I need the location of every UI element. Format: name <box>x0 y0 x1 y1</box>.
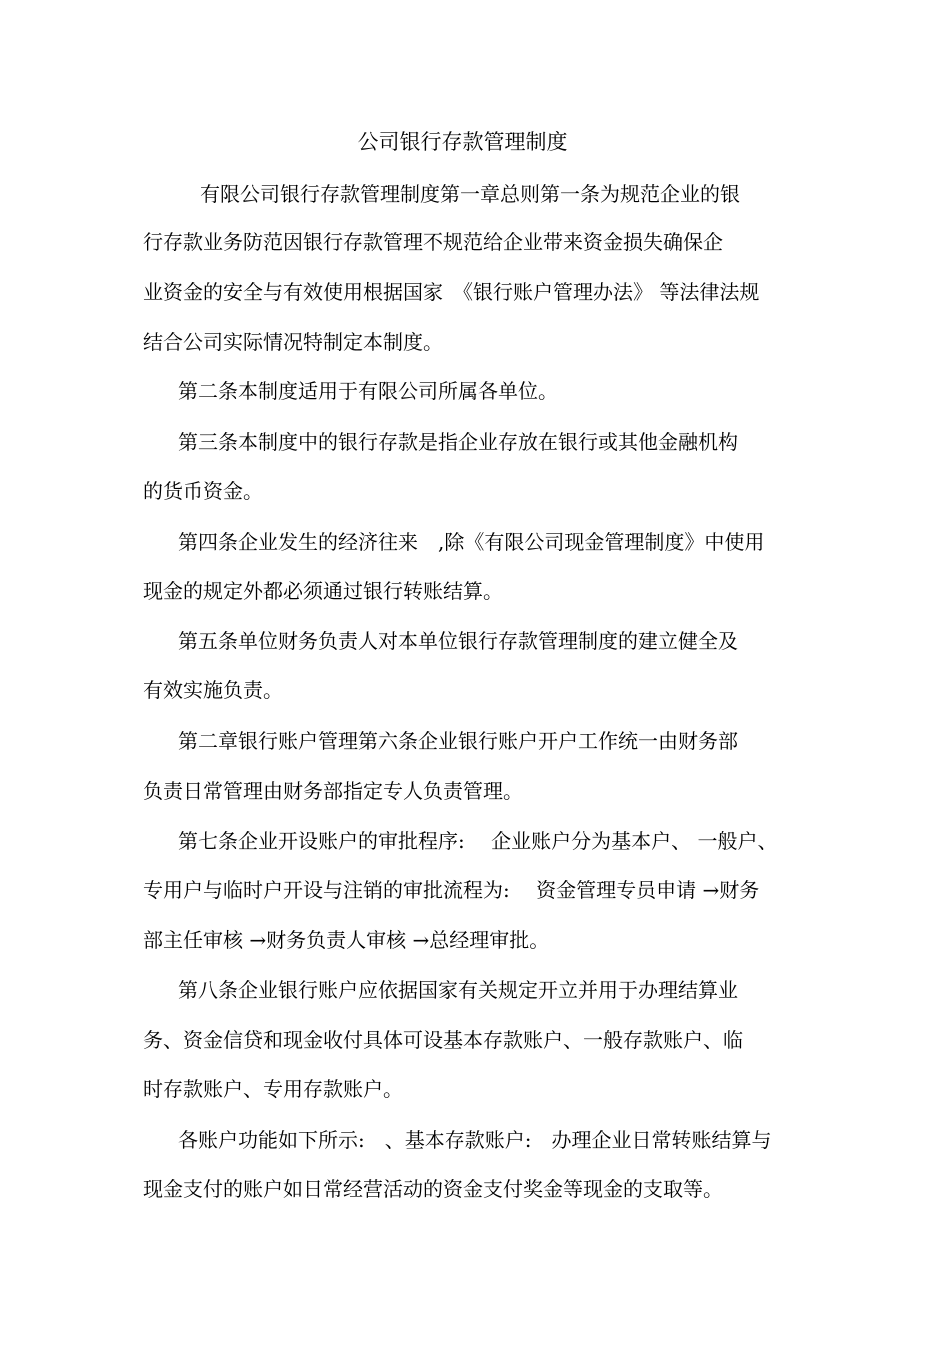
paragraph-line: 有限公司银行存款管理制度第一章总则第一条为规范企业的银 <box>200 182 740 206</box>
paragraph-line: 第五条单位财务负责人对本单位银行存款管理制度的建立健全及 <box>178 629 738 653</box>
paragraph-line: 第七条企业开设账户的审批程序: 企业账户分为基本户、 一般户、 <box>178 829 778 853</box>
paragraph-line: 现金的规定外都必须通过银行转账结算。 <box>143 579 503 603</box>
paragraph-line: 部主任审核 →财务负责人审核 →总经理审批。 <box>143 928 550 952</box>
paragraph-line: 专用户与临时户开设与注销的审批流程为: 资金管理专员申请 →财务 <box>143 878 760 902</box>
paragraph-line: 第二条本制度适用于有限公司所属各单位。 <box>178 379 558 403</box>
paragraph-line: 第四条企业发生的经济往来 ,除《有限公司现金管理制度》中使用 <box>178 530 765 554</box>
paragraph-line: 有效实施负责。 <box>143 678 283 702</box>
paragraph-line: 的货币资金。 <box>143 479 263 503</box>
paragraph-line: 业资金的安全与有效使用根据国家 《银行账户管理办法》 等法律法规 <box>143 280 760 304</box>
document-title: 公司银行存款管理制度 <box>357 130 568 154</box>
paragraph-line: 务、资金信贷和现金收付具体可设基本存款账户、一般存款账户、临 <box>143 1028 743 1052</box>
paragraph-line: 负责日常管理由财务部指定专人负责管理。 <box>143 779 523 803</box>
paragraph-line: 第八条企业银行账户应依据国家有关规定开立并用于办理结算业 <box>178 978 738 1002</box>
paragraph-line: 现金支付的账户如日常经营活动的资金支付奖金等现金的支取等。 <box>143 1177 723 1201</box>
paragraph-line: 结合公司实际情况特制定本制度。 <box>143 330 443 354</box>
paragraph-line: 行存款业务防范因银行存款管理不规范给企业带来资金损失确保企 <box>143 230 723 254</box>
paragraph-line: 第三条本制度中的银行存款是指企业存放在银行或其他金融机构 <box>178 430 738 454</box>
paragraph-line: 时存款账户、专用存款账户。 <box>143 1077 403 1101</box>
paragraph-line: 各账户功能如下所示: 、基本存款账户: 办理企业日常转账结算与 <box>178 1128 772 1152</box>
paragraph-line: 第二章银行账户管理第六条企业银行账户开户工作统一由财务部 <box>178 729 738 753</box>
